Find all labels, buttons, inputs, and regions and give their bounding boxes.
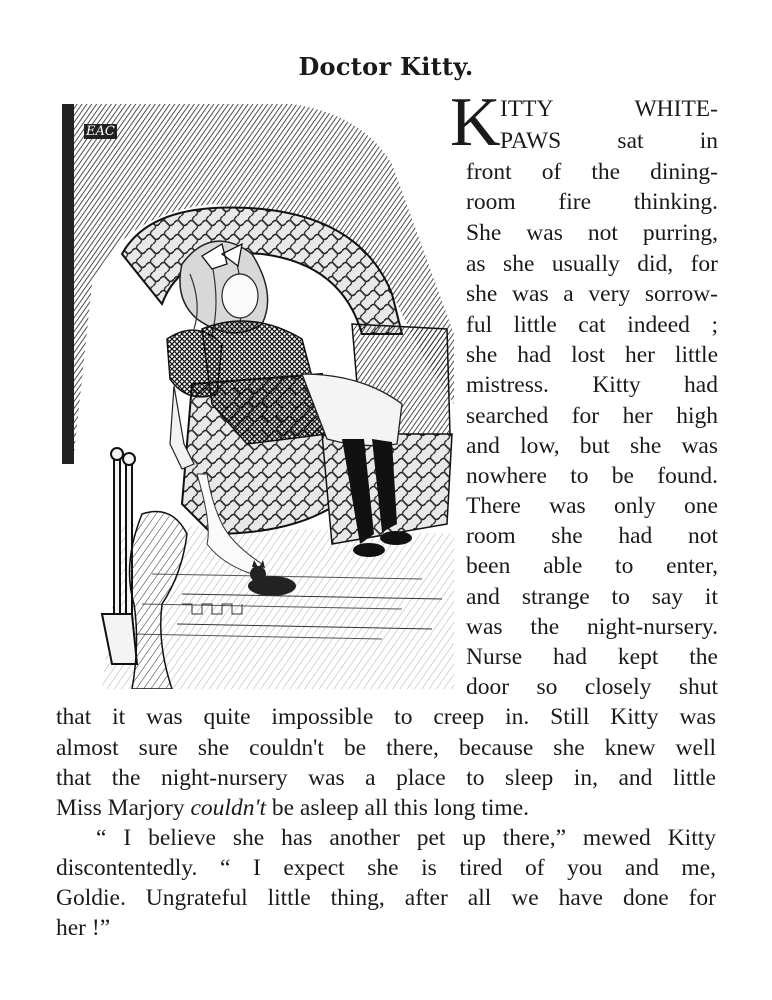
text-line: she had lost her little: [466, 342, 718, 368]
text-line: ITTY WHITE-: [500, 96, 718, 122]
text-line: that the night-nursery was a place to sleep in, and little: [56, 765, 716, 791]
text-line: that it was quite impossible to creep in. Still Kitty was: [56, 704, 716, 730]
text-line: Nurse had kept the: [466, 644, 718, 670]
text-line: as she usually did, for: [466, 251, 718, 277]
text-line: [56, 793, 716, 823]
text-line: front of the dining-: [466, 159, 718, 185]
drop-cap: K: [450, 84, 501, 161]
text-line: nowhere to be found.: [466, 463, 718, 489]
artist-signature: EAC: [86, 124, 115, 139]
text-line: She was not purring,: [466, 220, 718, 246]
text-line: and low, but she was: [466, 433, 718, 459]
text-line: “ I believe she has another pet up there,” mewed Kitty: [96, 825, 716, 851]
text-run: be asleep all this long time.: [266, 795, 530, 821]
text-line: mistress. Kitty had: [466, 372, 718, 398]
text-line: room she had not: [466, 523, 718, 549]
illustration-image: [62, 104, 454, 689]
text-line: discontentedly. “ I expect she is tired of you and me,: [56, 855, 716, 881]
text-line: Goldie. Ungrateful little thing, after all we have done for: [56, 885, 716, 911]
text-line: door so closely shut: [466, 674, 718, 700]
text-line: and strange to say it: [466, 584, 718, 610]
text-line: searched for her high: [466, 403, 718, 429]
text-line: was the night-nursery.: [466, 614, 718, 640]
text-line: room fire thinking.: [466, 189, 718, 215]
text-run: Miss Marjory: [56, 795, 191, 821]
text-line: PAWS sat in: [500, 128, 718, 154]
text-line: There was only one: [466, 493, 718, 519]
text-line: almost sure she couldn't be there, because she knew well: [56, 735, 716, 761]
text-line: ful little cat indeed ;: [466, 312, 718, 338]
text-line: been able to enter,: [466, 553, 718, 579]
emphasis-text: couldn't: [190, 795, 266, 821]
page-title: Doctor Kitty.: [298, 52, 474, 81]
text-line: her !”: [56, 915, 111, 941]
text-line: she was a very sorrow-: [466, 281, 718, 307]
